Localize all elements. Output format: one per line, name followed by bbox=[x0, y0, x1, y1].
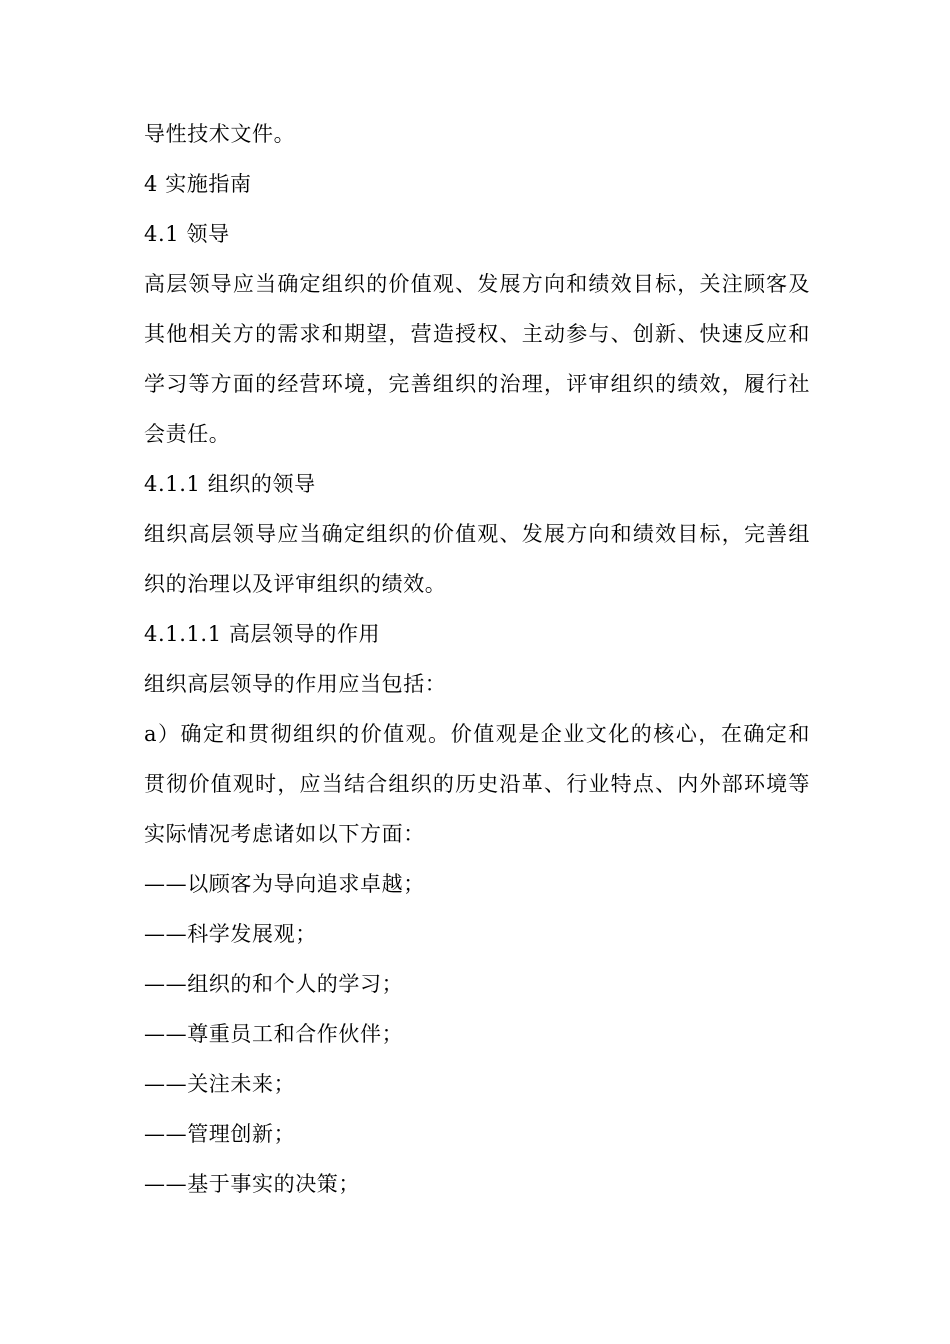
text-line: 其他相关方的需求和期望，营造授权、主动参与、创新、快速反应和 bbox=[144, 322, 810, 346]
list-item: ——关注未来； bbox=[144, 1072, 296, 1096]
text-line: 会责任。 bbox=[144, 422, 231, 446]
document-body bbox=[144, 109, 810, 1209]
text-line: 织的治理以及评审组织的绩效。 bbox=[144, 572, 447, 596]
text-line: 高层领导应当确定组织的价值观、发展方向和绩效目标，关注顾客及 bbox=[144, 272, 810, 296]
section-heading-4-1-1-1: 4.1.1.1 高层领导的作用 bbox=[144, 622, 381, 646]
list-item: ——以顾客为导向追求卓越； bbox=[144, 872, 425, 896]
text-line: 组织高层领导应当确定组织的价值观、发展方向和绩效目标，完善组 bbox=[144, 522, 810, 546]
text-line: 导性技术文件。 bbox=[144, 122, 296, 146]
list-item: ——组织的和个人的学习； bbox=[144, 972, 404, 996]
section-heading-4-1-1: 4.1.1 组织的领导 bbox=[144, 472, 316, 496]
text-line: a）确定和贯彻组织的价值观。价值观是企业文化的核心，在确定和 bbox=[144, 722, 810, 746]
list-item: ——管理创新； bbox=[144, 1122, 296, 1146]
text-line: 组织高层领导的作用应当包括： bbox=[144, 672, 447, 696]
text-line: 贯彻价值观时，应当结合组织的历史沿革、行业特点、内外部环境等 bbox=[144, 772, 810, 796]
text-line: 学习等方面的经营环境，完善组织的治理，评审组织的绩效，履行社 bbox=[144, 372, 810, 396]
list-item: ——尊重员工和合作伙伴； bbox=[144, 1022, 404, 1046]
section-heading-4-1: 4.1 领导 bbox=[144, 222, 230, 246]
text-line: 实际情况考虑诸如以下方面： bbox=[144, 822, 425, 846]
section-heading-4: 4 实施指南 bbox=[144, 172, 252, 196]
list-item: ——基于事实的决策； bbox=[144, 1172, 360, 1196]
list-item: ——科学发展观； bbox=[144, 922, 317, 946]
